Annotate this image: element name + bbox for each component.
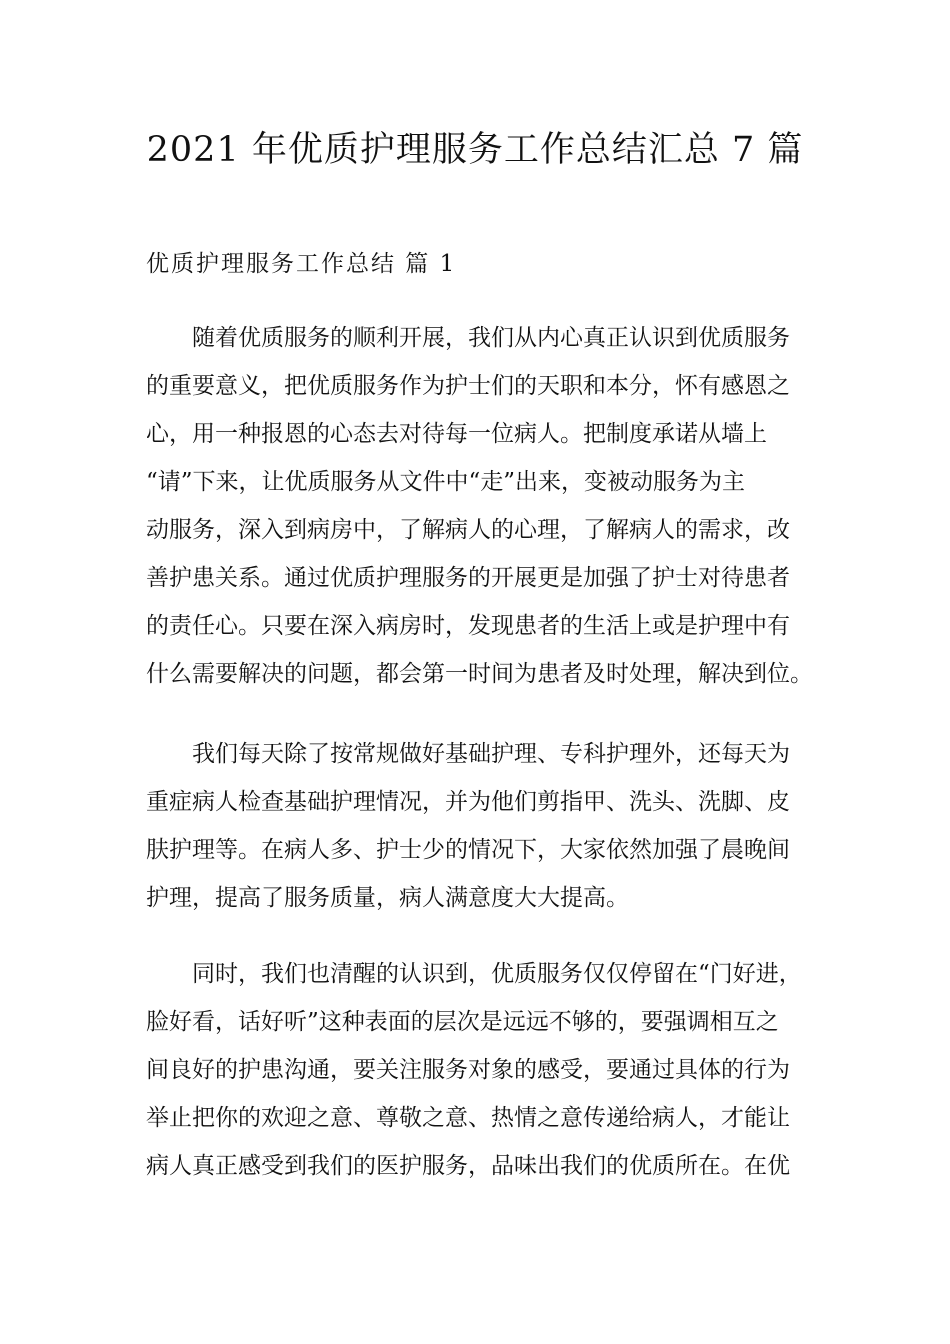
- paragraph-line: 间良好的护患沟通，要关注服务对象的感受，要通过具体的行为: [146, 1057, 790, 1083]
- section-heading: 优质护理服务工作总结 篇 1: [146, 251, 457, 277]
- paragraph-3: [146, 950, 812, 1190]
- paragraph-line: 的责任心。只要在深入病房时，发现患者的生活上或是护理中有: [146, 613, 790, 639]
- paragraph-line: 同时，我们也清醒的认识到，优质服务仅仅停留在“门好进，: [192, 961, 802, 987]
- paragraph-line: 心，用一种报恩的心态去对待每一位病人。把制度承诺从墙上: [146, 421, 767, 447]
- paragraph-line: 护理，提高了服务质量，病人满意度大大提高。: [146, 885, 629, 911]
- document-title: 2021 年优质护理服务工作总结汇总 7 篇: [146, 130, 804, 170]
- paragraph-1: [146, 314, 812, 698]
- paragraph-line: 什么需要解决的问题，都会第一时间为患者及时处理，解决到位。: [146, 661, 813, 687]
- paragraph-line: “请”下来，让优质服务从文件中“走”出来，变被动服务为主: [146, 469, 746, 495]
- paragraph-line: 重症病人检查基础护理情况，并为他们剪指甲、洗头、洗脚、皮: [146, 789, 790, 815]
- paragraph-2: [146, 730, 812, 922]
- paragraph-line: 肤护理等。在病人多、护士少的情况下，大家依然加强了晨晚间: [146, 837, 790, 863]
- paragraph-line: 我们每天除了按常规做好基础护理、专科护理外，还每天为: [192, 741, 790, 767]
- paragraph-line: 举止把你的欢迎之意、尊敬之意、热情之意传递给病人，才能让: [146, 1105, 790, 1131]
- paragraph-line: 的重要意义，把优质服务作为护士们的天职和本分，怀有感恩之: [146, 373, 790, 399]
- paragraph-line: 病人真正感受到我们的医护服务，品味出我们的优质所在。在优: [146, 1153, 790, 1179]
- paragraph-line: 动服务，深入到病房中，了解病人的心理，了解病人的需求，改: [146, 517, 790, 543]
- paragraph-line: 随着优质服务的顺利开展，我们从内心真正认识到优质服务: [192, 325, 790, 351]
- paragraph-line: 脸好看，话好听”这种表面的层次是远远不够的，要强调相互之: [146, 1009, 779, 1035]
- paragraph-line: 善护患关系。通过优质护理服务的开展更是加强了护士对待患者: [146, 565, 790, 591]
